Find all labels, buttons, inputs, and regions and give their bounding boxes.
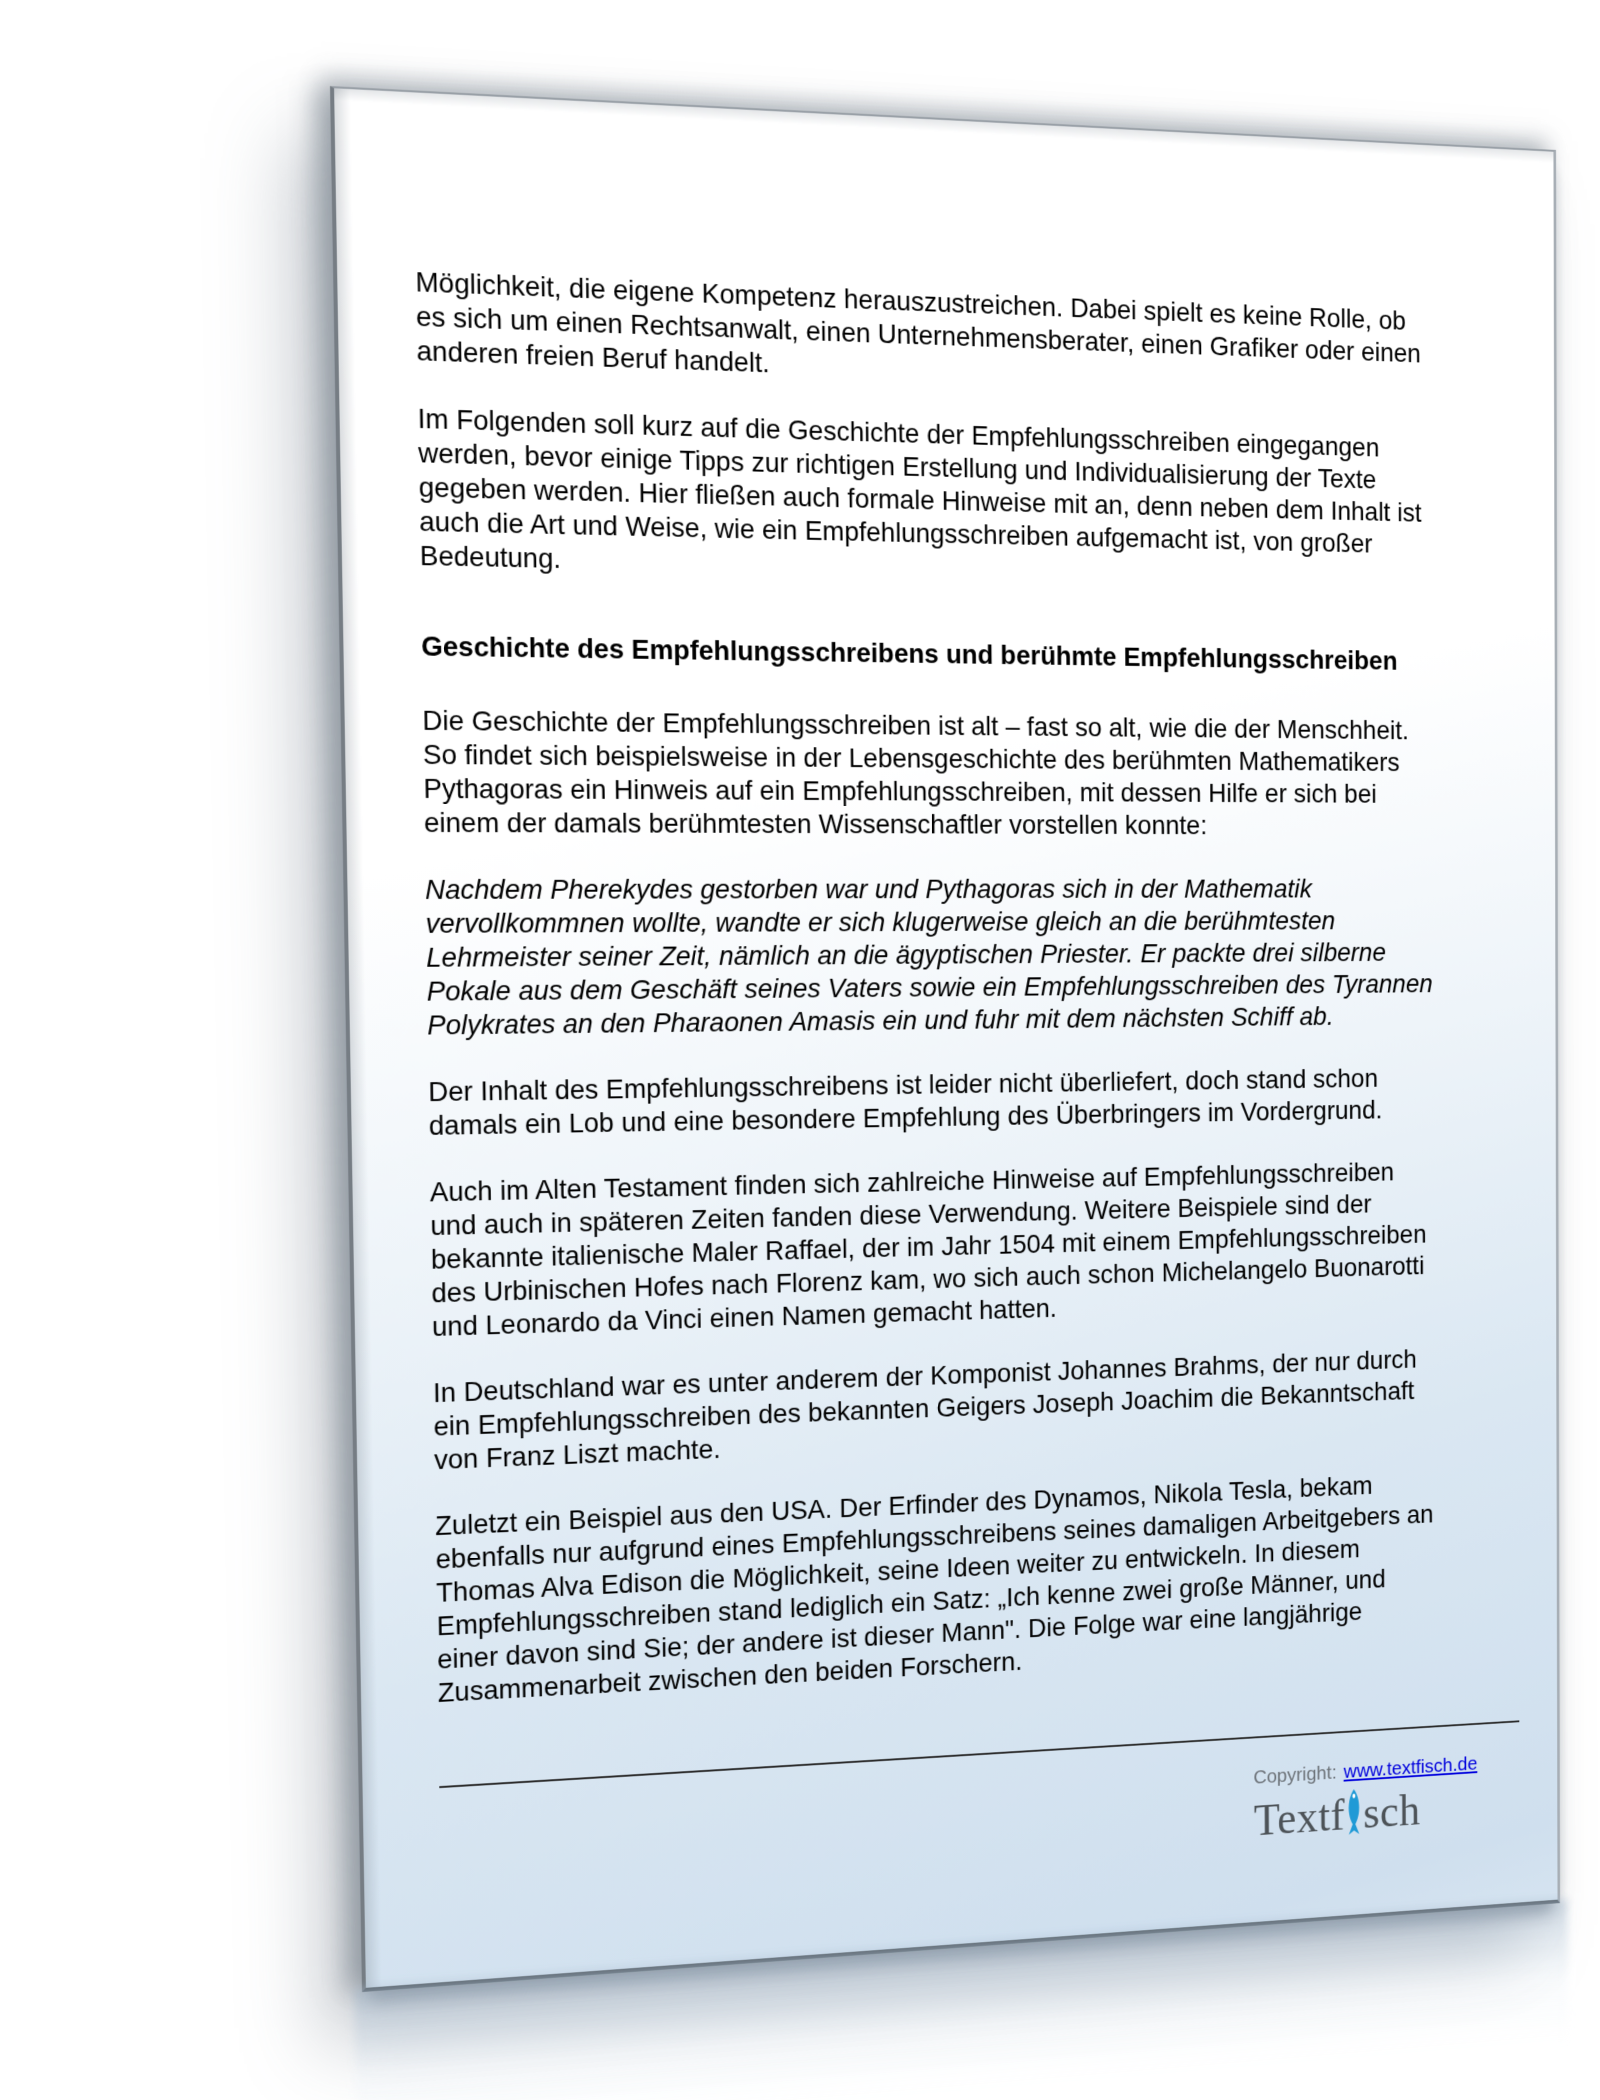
quote-paragraph: Nachdem Pherekydes gestorben war und Pythagoras sich in der Mathematik vervollkommnen wollte, wandte er sich klugerweise gleich an die berühmtesten Lehrmeister seiner Zeit, nämlich an die ägyptischen Priester. Er packte drei silberne Pokale aus dem Geschäft seines Vaters sowie ein Empfehlungsschreiben des Tyrannen Polykrates an den Pharaonen Amasis ein und fuhr mit dem nächsten Schiff ab. bbox=[424, 873, 1433, 1041]
page-footer bbox=[1253, 1746, 1519, 1848]
logo-text-before: Textf bbox=[1253, 1788, 1346, 1846]
paragraph: Im Folgenden soll kurz auf die Geschichte der Empfehlungsschreiben eingegangen werden, bevor einige Tipps zur richtigen Erstellung und Individualisierung der Texte gegeben werden. Hier fließen auch formale Hinweise mit an, denn neben dem Inhalt ist auch die Art und Weise, wie ein Empfehlungsschreiben aufgemacht ist, von großer Bedeutung. bbox=[417, 402, 1422, 574]
document-sheet bbox=[330, 86, 1560, 1992]
section-heading: Geschichte des Empfehlungsschreibens und berühmte Empfehlungsschreiben bbox=[420, 630, 1398, 676]
paragraph: Auch im Alten Testament finden sich zahlreiche Hinweise auf Empfehlungsschreiben und auch in späteren Zeiten fanden diese Verwendung. Weitere Beispiele sind der bekannte italienische Maler Raffael, der im Jahr 1504 mit einem Empfehlungsschreiben des Urbinischen Hofes nach Florenz kam, wo sich auch schon Michelangelo Buonarotti und Leonardo da Vinci einen Namen gemacht hatten. bbox=[429, 1157, 1427, 1342]
copyright-link[interactable]: www.textfisch.de bbox=[1343, 1752, 1478, 1783]
paragraph: Die Geschichte der Empfehlungsschreiben ist alt – fast so alt, wie die der Menschheit. So findet sich beispielsweise in der Lebensgeschichte des berühmten Mathematikers Pythagoras ein Hinweis auf ein Empfehlungsschreiben, mit dessen Hilfe er sich bei einem der damals berühmtesten Wissenschaftler vorstellen konnte: bbox=[422, 704, 1409, 840]
paragraph: In Deutschland war es unter anderem der Komponist Johannes Brahms, der nur durch ein Empfehlungsschreiben des bekannten Geigers Joseph Joachim die Bekanntschaft von Franz Liszt machte. bbox=[432, 1344, 1417, 1476]
paragraph: Zuletzt ein Beispiel aus den USA. Der Erfinder des Dynamos, Nikola Tesla, bekam ebenfalls nur aufgrund eines Empfehlungsschreibens seines damaligen Arbeitgebers an Thomas Alva Edison die Möglichkeit, seine Ideen weiter zu entwickeln. In diesem Empfehlungsschreiben stand lediglich ein Satz: „Ich kenne zwei große Männer, und einer davon sind Sie; der andere ist dieser Mann". Die Folge war eine langjährige Zusammenarbeit zwischen den beiden Forschern. bbox=[434, 1470, 1434, 1708]
fish-icon bbox=[1346, 1788, 1363, 1837]
paragraph: Möglichkeit, die eigene Kompetenz herauszustreichen. Dabei spielt es keine Rolle, ob es sich um einen Rechtsanwalt, einen Unternehmensberater, einen Grafiker oder einen anderen freien Beruf handelt. bbox=[415, 266, 1421, 379]
paragraph: Der Inhalt des Empfehlungsschreibens ist leider nicht überliefert, doch stand schon damals ein Lob und eine besondere Empfehlung des Überbringers im Vordergrund. bbox=[428, 1063, 1383, 1141]
document-body bbox=[415, 265, 1519, 1710]
logo-text-after: sch bbox=[1363, 1783, 1421, 1839]
copyright-label: Copyright: bbox=[1253, 1761, 1337, 1789]
